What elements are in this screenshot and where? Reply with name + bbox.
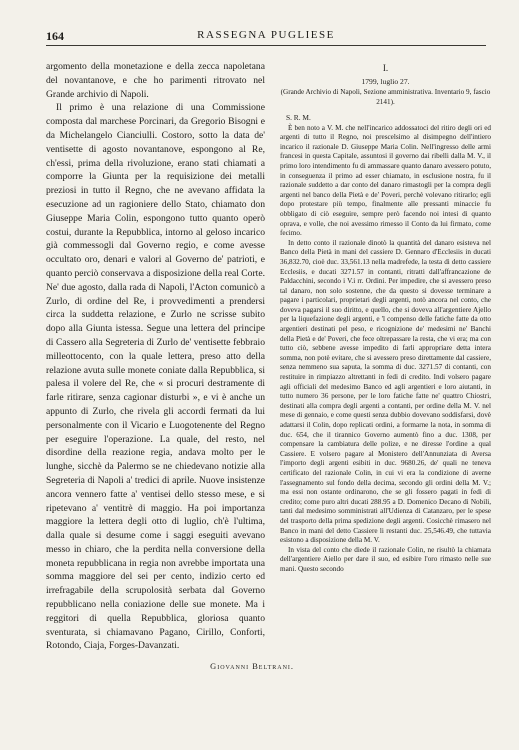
document-body	[280, 124, 491, 575]
document-date: 1799, luglio 27.	[361, 76, 410, 86]
paragraph: È ben noto a V. M. che nell'incarico addossatoci del ritiro degli ori ed argenti di tutto il Regno, noi prescelsimo al disimpegno dell'intiero incarico il razionale D. Giuseppe Maria Colin. Nell'ingresso delle armi francesi in questa Capitale, assuntosi il governo dai ribelli dalla M. V., il primo loro intendimento fu di ammassare quanto danaro avessero potuto, in conseguenza il primo ad esser chiamato, in esclusione nostra, fu il razionale suddetto a dar conto del danaro rimastogli per la compra degli argenti nel banco della Pietà e de' Poveri, perchè volevano ritirarlo; egli dopo protestare più tempo, finalmente alle pressanti minaccie fu obbligato di ciò eseguire, sempre però facendo noi intesi di quanto oprava, e volle, che noi avessimo rimesso il Conto da lui firmato, come fecimo.	[280, 123, 491, 238]
paragraph: Il primo è una relazione di una Commissione composta dal marchese Porcinari, da Gregorio Bisogni e da Michelangelo Cianciulli. Costoro, sotto la data de' ventisette di agosto novantanove, espongono al Re, ch'essi, prima della rivoluzione, erano stati chiamati a comporre la Giunta per la requisizione dei metalli preziosi in tutto il Regno, che ne avevano affidata la esecuzione ad un ragioniere dello Stato, chiamato don Giuseppe Maria Colin, espongono tutto quanto operò costui, durante la Repubblica, intorno al geloso incarico già commessogli dal Governo regio, e come avesse occultato oro, denari e valori al Governo de' patrioti, e quanto perciò conservava a disposizione della real Corte. Ne' due agosto, dalla rada di Napoli, l'Acton comunicò a Zurlo, di ordine del Re, i provvedimenti a prendersi circa la suddetta relazione, e Zurlo ne scrisse subito dopo alla Giunta istessa. Segue una lettera del principe di Cassero alla Segreteria di Zurlo de' ventisette febbraio milleottocento, con la quale lettera, preso atto della relazione avuta sulle monete coniate dalla Repubblica, si palesa il volere del Re, che « si procuri destramente di farle ritirare, senza cagionar disturbi », e vi è anche un appunto di Zurlo, che rivela gli accordi fermati da lui personalmente con il Vicario e Luogotenente del Regno per eseguire l'operazione. La quale, del resto, nel disordine della reazione regia, andava molto per le lunghe, sicchè da Palermo se ne chiedevano notizie alla Segreteria di Napoli a' tredici di aprile. Nuove insistenze ancora vennero fatte a' ventisei dello stesso mese, e si ripetevano a' ventitrè di maggio. Ha poi importanza maggiore la lettera degli otto di luglio, ch'è l'ultima, dalla quale si desume come i saggi eseguiti avevano messo in chiaro, che la perdita nella conversione della moneta repubblicana in regia non avrebbe importata una somma maggiore del sei per cento, indizio certo ed irrefragabile della scrupolosità serbata dal Governo repubblicano nella coniazione delle sue monete. Ma i reggitori di quella Repubblica, gloriosa quanto sventurata, si chiamavano Pagano, Cirillo, Conforti, Rotondo, Ciaja, Forges-Davanzati.	[46, 102, 265, 652]
left-column	[46, 60, 265, 652]
document-numeral: I.	[382, 63, 389, 73]
page-header	[46, 29, 486, 46]
right-column	[280, 64, 491, 740]
salutation: S. R. M.	[286, 113, 311, 122]
archive-source: (Grande Archivio di Napoli, Sezione amministrativa. Inventario 9, fascio 2141).	[280, 88, 491, 106]
page-number: 164	[46, 29, 64, 43]
paragraph: argomento della monetazione e della zecca napoletana del novantanove, e che ho parimenti ritrovato nel Grande archivio di Napoli.	[46, 61, 265, 100]
paragraph: In detto conto il razionale dinotò la quantità del danaro esisteva nel Banco della Pietà in mani del cassiere D. Gennaro d'Ecclesiis in ducati 36,832.70, cioè duc. 33,561.13 nella madrefede, la testa di detto cassiere Ecclesiis, e ducati 3271.57 in contanti, ritratti dall'affrancazione de Paldacchini, secondo i V.i rr. Ordini. Per impedire, che si avessero preso tal danaro, non solo sostenne, che da questo si dovesse terminare a pagare i particolari, proprietari degli argenti, notò ancora nel conto, che doveva pagarsi il suo diritto, e quello, che si doveva all'argentiere Ajello per la liquefazione degli argenti, e 'l compenso delle fatiche fatte da otto argentieri destinati pel peso, e ricognizione de' medesimi ne' Banchi della Pietà e de' Poveri, che fece oltrepassare la resta, che vi era; ma con tutto ciò, sebbene avesse impedito di farli appropriare detta intera somma, non potè evitare, che si avessero preso direttamente dal cassiere, senza nemmeno sua saputa, la somma di duc. 3271.57 di contanti, con restituire in rimpiazzo altrettanti in fedi di credito. Indi volsero pagare agli officiali del medesimo Banco ed agli argentieri e loro aiutanti, in tutto numero 36 persone, per le loro fatiche fatte ne' quattro Chiostri, destinati alla compra degli argenti a contanti, per ordine della M. V. nel mese di gennaio, e come questi senza dubbio dovevano soddisfarsi, dovè adattarsi il Colin, dopo replicati ordini, a formarne la nota, in somma di duc. 654, che il tirannico Governo aumentò fino a duc. 1308, per compensare la cambiatura delle polize, e ne diresse l'ordine a qual Cassiere. E volsero pagare al Monistero dell'Annunziata di Aversa l'importo degli argenti esibiti in duc. 9680.26, de' quali ne teneva certificato del razionale Colin, in cui vi era la condizione di averne l'assegnamento sul fondo della decima, secondo gli ordini della M. V.; ma essi non ostante ordinarono, che se gli fossero pagati in fedi di credito; come puro altri ducati 288.95 a D. Domenico Decano di Nobili, tanti dal medesimo somministrati all'Udienza di Catanzaro, per le spese del trasporto della prima spedizione degli argenti. Cosicchè rimasero nel Banco in mani del detto Cassiere li restanti duc. 25,546.49, che tuttavia esistono a disposizione della M. V.	[280, 238, 491, 545]
author-signature: Giovanni Beltrani.	[210, 662, 294, 671]
running-title: RASSEGNA PUGLIESE	[197, 29, 335, 41]
paragraph: In vista del conto che diede il razionale Colin, ne risultò la chiamata dell'argentiere Aiello per dare il suo, ed esibire l'oro rimasto nelle sue mani. Questo secondo	[280, 545, 491, 573]
